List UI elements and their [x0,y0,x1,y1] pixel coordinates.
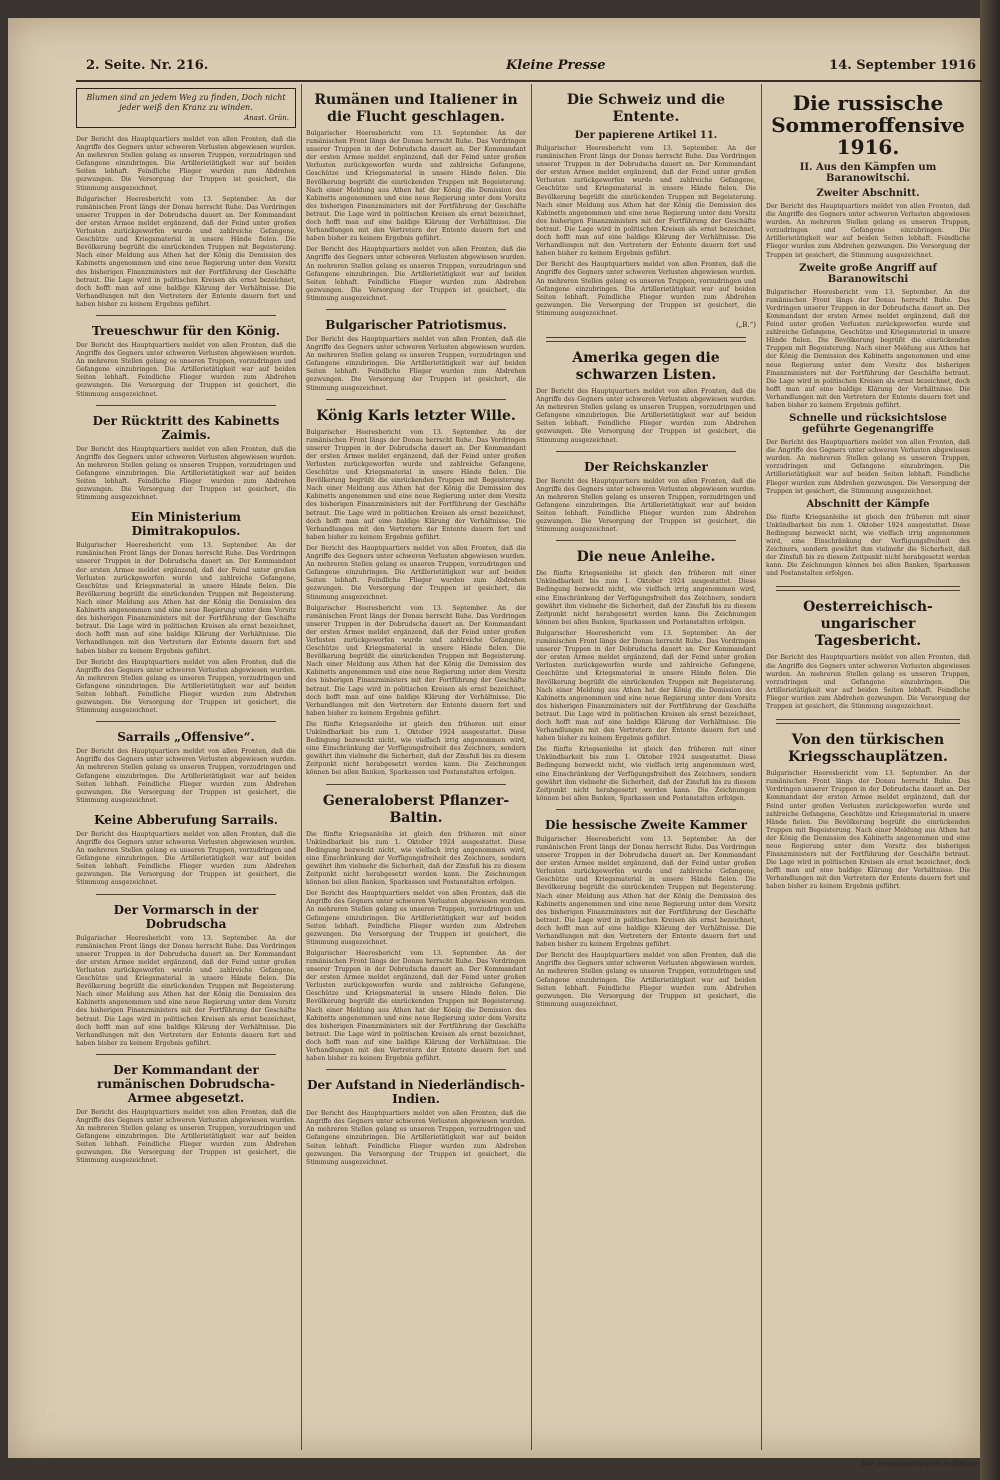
footer-stamp: Der verantwortliche Schriftleiter [860,1460,978,1468]
divider [96,1054,276,1055]
headline: Der Rücktritt des Kabinetts Zaimis. [92,413,280,442]
divider [326,399,506,400]
article-text: Bulgarischer Heeresbericht vom 13. September. An der rumänischen Front längs der Donau herrscht Ruhe. Das Vordringen unserer Truppen in der Dobrudscha dauert an. Der Kommandant der ersten Armee meldet ergänzend, daß der Feind unter großen Verlusten zurückgeworfen wurde und zahlreiche Gefangene, Geschütze und Kriegsmaterial in unsere Hände fielen. Die Bevölkerung begrüßt die einrückenden Truppen mit Begeisterung. Nach einer Meldung aus Athen hat der König die Demission des Kabinetts angenommen und eine neue Regierung unter dem Vorsitz des bisherigen Finanzministers mit der Fortführung der Geschäfte betraut. Die Lage wird in politischen Kreisen als ernst bezeichnet, doch hofft man auf eine baldige Klärung der Verhältnisse. Die Verhandlungen mit den Vertretern der Entente dauern fort und haben bisher zu keinem Ergebnis geführt. [306,604,526,717]
headline: Der Kommandant der rumänischen Dobrudscha-Armee abgesetzt. [97,1062,275,1105]
subheadline: Zweite große Angriff auf Baranowitschi [799,262,937,285]
divider [326,1069,506,1070]
article-text: Bulgarischer Heeresbericht vom 13. September. An der rumänischen Front längs der Donau herrscht Ruhe. Das Vordringen unserer Truppen in der Dobrudscha dauert an. Der Kommandant der ersten Armee meldet ergänzend, daß der Feind unter großen Verlusten zurückgeworfen wurde und zahlreiche Gefangene, Geschütze und Kriegsmaterial in unsere Hände fielen. Die Bevölkerung begrüßt die einrückenden Truppen mit Begeisterung. Nach einer Meldung aus Athen hat der König die Demission des Kabinetts angenommen und eine neue Regierung unter dem Vorsitz des bisherigen Finanzministers mit der Fortführung der Geschäfte betraut. Die Lage wird in politischen Kreisen als ernst bezeichnet, doch hofft man auf eine baldige Klärung der Verhältnisse. Die Verhandlungen mit den Vertretern der Entente dauern fort und haben bisher zu keinem Ergebnis geführt. [306,949,526,1063]
article-text: Der Bericht des Hauptquartiers meldet von allen Fronten, daß die Angriffe des Gegners unter schweren Verlusten abgewiesen wurden. An mehreren Stellen gelang es unseren Truppen, vorzudringen und Gefangene einzubringen. Die Artillerietätigkeit war auf beiden Seiten lebhaft. Feindliche Flieger wurden zum Abdrehen gezwungen. Die Versorgung der Truppen ist gesichert, die Stimmung ausgezeichnet. [76,658,296,715]
article-text: Der Bericht des Hauptquartiers meldet von allen Fronten, daß die Angriffe des Gegners unter schweren Verlusten abgewiesen wurden. An mehreren Stellen gelang es unseren Truppen, vorzudringen und Gefangene einzubringen. Die Artillerietätigkeit war auf beiden Seiten lebhaft. Feindliche Flieger wurden zum Abdrehen gezwungen. Die Versorgung der Truppen ist gesichert, die Stimmung ausgezeichnet. [306,335,526,392]
article-text: Der Bericht des Hauptquartiers meldet von allen Fronten, daß die Angriffe des Gegners unter schweren Verlusten abgewiesen wurden. An mehreren Stellen gelang es unseren Truppen, vorzudringen und Gefangene einzubringen. Die Artillerietätigkeit war auf beiden Seiten lebhaft. Feindliche Flieger wurden zum Abdrehen gezwungen. Die Versorgung der Truppen ist gesichert, die Stimmung ausgezeichnet. [536,387,756,444]
article-text: Die fünfte Kriegsanleihe ist gleich den früheren mit einer Unkündbarkeit bis zum 1. Oktober 1924 ausgestattet. Diese Bedingung bezweckt nicht, wie vielfach irrig angenommen wird, eine Einschränkung der Verfügungsfreiheit des Zeichners, sondern gewährt ihm vielmehr die Sicherheit, daß der Zinsfuß bis zu diesem Zeitpunkt nicht herabgesetzt werden kann. Die Zeichnungen können bei allen Banken, Sparkassen und Postanstalten erfolgen. [306,720,526,777]
headline: Der Reichskanzler [584,459,708,474]
paper-title: Kleine Presse [506,58,606,73]
headline: Generaloberst Pflanzer-Baltin. [322,792,510,826]
article-text: Der Bericht des Hauptquartiers meldet von allen Fronten, daß die Angriffe des Gegners unter schweren Verlusten abgewiesen wurden. An mehreren Stellen gelang es unseren Truppen, vorzudringen und Gefangene einzubringen. Die Artillerietätigkeit war auf beiden Seiten lebhaft. Feindliche Flieger wurden zum Abdrehen gezwungen. Die Versorgung der Truppen ist gesichert, die Stimmung ausgezeichnet. [76,1108,296,1165]
headline: Ein Ministerium Dimitrakopulos. [131,510,241,539]
subheadline: Zweiter Abschnitt. [816,188,920,199]
headline: Treueschwur für den König. [91,323,281,338]
headline: Oesterreichisch-ungarischer Tagesbericht. [803,599,933,650]
divider [776,719,960,724]
headline: Die neue Anleihe. [576,549,716,566]
subheadline: Schnelle und rücksichtslose geführte Gegenangriffe [789,413,947,436]
divider [326,784,506,785]
divider [546,337,746,342]
article-text: Bulgarischer Heeresbericht vom 13. September. An der rumänischen Front längs der Donau herrscht Ruhe. Das Vordringen unserer Truppen in der Dobrudscha dauert an. Der Kommandant der ersten Armee meldet ergänzend, daß der Feind unter großen Verlusten zurückgeworfen wurde und zahlreiche Gefangene, Geschütze und Kriegsmaterial in unsere Hände fielen. Die Bevölkerung begrüßt die einrückenden Truppen mit Begeisterung. Nach einer Meldung aus Athen hat der König die Demission des Kabinetts angenommen und eine neue Regierung unter dem Vorsitz des bisherigen Finanzministers mit der Fortführung der Geschäfte betraut. Die Lage wird in politischen Kreisen als ernst bezeichnet, doch hofft man auf eine baldige Klärung der Verhältnisse. Die Verhandlungen mit den Vertretern der Entente dauern fort und haben bisher zu keinem Ergebnis geführt. [536,835,756,949]
article-text: Die fünfte Kriegsanleihe ist gleich den früheren mit einer Unkündbarkeit bis zum 1. Oktober 1924 ausgestattet. Diese Bedingung bezweckt nicht, wie vielfach irrig angenommen wird, eine Einschränkung der Verfügungsfreiheit des Zeichners, sondern gewährt ihm vielmehr die Sicherheit, daß der Zinsfuß bis zu diesem Zeitpunkt nicht herabgesetzt werden kann. Die Zeichnungen können bei allen Banken, Sparkassen und Postanstalten erfolgen. [536,746,756,802]
column-3 [536,84,756,1450]
binding-shadow [980,0,1000,1480]
column-4 [766,84,970,1450]
divider [96,405,276,406]
article-text: Bulgarischer Heeresbericht vom 13. September. An der rumänischen Front längs der Donau herrscht Ruhe. Das Vordringen unserer Truppen in der Dobrudscha dauert an. Der Kommandant der ersten Armee meldet ergänzend, daß der Feind unter großen Verlusten zurückgeworfen wurde und zahlreiche Gefangene, Geschütze und Kriegsmaterial in unsere Hände fielen. Die Bevölkerung begrüßt die einrückenden Truppen mit Begeisterung. Nach einer Meldung aus Athen hat der König die Demission des Kabinetts angenommen und eine neue Regierung unter dem Vorsitz des bisherigen Finanzministers mit der Fortführung der Geschäfte betraut. Die Lage wird in politischen Kreisen als ernst bezeichnet, doch hofft man auf eine baldige Klärung der Verhältnisse. Die Verhandlungen mit den Vertretern der Entente dauern fort und haben bisher zu keinem Ergebnis geführt. [536,629,756,743]
column-rule [531,84,532,1450]
article-text: Die fünfte Kriegsanleihe ist gleich den früheren mit einer Unkündbarkeit bis zum 1. Oktober 1924 ausgestattet. Diese Bedingung bezweckt nicht, wie vielfach irrig angenommen wird, eine Einschränkung der Verfügungsfreiheit des Zeichners, sondern gewährt ihm vielmehr die Sicherheit, daß der Zinsfuß bis zu diesem Zeitpunkt nicht herabgesetzt werden kann. Die Zeichnungen können bei allen Banken, Sparkassen und Postanstalten erfolgen. [536,570,756,626]
article-text: Der Bericht des Hauptquartiers meldet von allen Fronten, daß die Angriffe des Gegners unter schweren Verlusten abgewiesen wurden. An mehreren Stellen gelang es unseren Truppen, vorzudringen und Gefangene einzubringen. Die Artillerietätigkeit war auf beiden Seiten lebhaft. Feindliche Flieger wurden zum Abdrehen gezwungen. Die Versorgung der Truppen ist gesichert, die Stimmung ausgezeichnet. [766,439,970,495]
article-text: Bulgarischer Heeresbericht vom 13. September. An der rumänischen Front längs der Donau herrscht Ruhe. Das Vordringen unserer Truppen in der Dobrudscha dauert an. Der Kommandant der ersten Armee meldet ergänzend, daß der Feind unter großen Verlusten zurückgeworfen wurde und zahlreiche Gefangene, Geschütze und Kriegsmaterial in unsere Hände fielen. Die Bevölkerung begrüßt die einrückenden Truppen mit Begeisterung. Nach einer Meldung aus Athen hat der König die Demission des Kabinetts angenommen und eine neue Regierung unter dem Vorsitz des bisherigen Finanzministers mit der Fortführung der Geschäfte betraut. Die Lage wird in politischen Kreisen als ernst bezeichnet, doch hofft man auf eine baldige Klärung der Verhältnisse. Die Verhandlungen mit den Vertretern der Entente dauern fort und haben bisher zu keinem Ergebnis geführt. [306,130,526,243]
divider [96,315,276,316]
article-text: Der Bericht des Hauptquartiers meldet von allen Fronten, daß die Angriffe des Gegners unter schweren Verlusten abgewiesen wurden. An mehreren Stellen gelang es unseren Truppen, vorzudringen und Gefangene einzubringen. Die Artillerietätigkeit war auf beiden Seiten lebhaft. Feindliche Flieger wurden zum Abdrehen gezwungen. Die Versorgung der Truppen ist gesichert, die Stimmung ausgezeichnet. [306,890,526,946]
motto-box [76,88,296,128]
motto-text: Blumen sind an jedem Weg zu finden, Doch nicht jeder weiß den Kranz zu winden. [86,93,286,112]
article-text: Bulgarischer Heeresbericht vom 13. September. An der rumänischen Front längs der Donau herrscht Ruhe. Das Vordringen unserer Truppen in der Dobrudscha dauert an. Der Kommandant der ersten Armee meldet ergänzend, daß der Feind unter großen Verlusten zurückgeworfen wurde und zahlreiche Gefangene, Geschütze und Kriegsmaterial in unsere Hände fielen. Die Bevölkerung begrüßt die einrückenden Truppen mit Begeisterung. Nach einer Meldung aus Athen hat der König die Demission des Kabinetts angenommen und eine neue Regierung unter dem Vorsitz des bisherigen Finanzministers mit der Fortführung der Geschäfte betraut. Die Lage wird in politischen Kreisen als ernst bezeichnet, doch hofft man auf eine baldige Klärung der Verhältnisse. Die Verhandlungen mit den Vertretern der Entente dauern fort und haben bisher zu keinem Ergebnis geführt. [766,288,970,409]
subheadline: Der papierene Artikel 11. [574,130,718,141]
subheadline: Abschnitt der Kämpfe [806,498,930,510]
article-text: Bulgarischer Heeresbericht vom 13. September. An der rumänischen Front längs der Donau herrscht Ruhe. Das Vordringen unserer Truppen in der Dobrudscha dauert an. Der Kommandant der ersten Armee meldet ergänzend, daß der Feind unter großen Verlusten zurückgeworfen wurde und zahlreiche Gefangene, Geschütze und Kriegsmaterial in unsere Hände fielen. Die Bevölkerung begrüßt die einrückenden Truppen mit Begeisterung. Nach einer Meldung aus Athen hat der König die Demission des Kabinetts angenommen und eine neue Regierung unter dem Vorsitz des bisherigen Finanzministers mit der Fortführung der Geschäfte betraut. Die Lage wird in politischen Kreisen als ernst bezeichnet, doch hofft man auf eine baldige Klärung der Verhältnisse. Die Verhandlungen mit den Vertretern der Entente dauern fort und haben bisher zu keinem Ergebnis geführt. [306,428,526,541]
article-text: Bulgarischer Heeresbericht vom 13. September. An der rumänischen Front längs der Donau herrscht Ruhe. Das Vordringen unserer Truppen in der Dobrudscha dauert an. Der Kommandant der ersten Armee meldet ergänzend, daß der Feind unter großen Verlusten zurückgeworfen wurde und zahlreiche Gefangene, Geschütze und Kriegsmaterial in unsere Hände fielen. Die Bevölkerung begrüßt die einrückenden Truppen mit Begeisterung. Nach einer Meldung aus Athen hat der König die Demission des Kabinetts angenommen und eine neue Regierung unter dem Vorsitz des bisherigen Finanzministers mit der Fortführung der Geschäfte betraut. Die Lage wird in politischen Kreisen als ernst bezeichnet, doch hofft man auf eine baldige Klärung der Verhältnisse. Die Verhandlungen mit den Vertretern der Entente dauern fort und haben bisher zu keinem Ergebnis geführt. [536,145,756,258]
headline: Von den türkischen Kriegsschauplätzen. [788,732,948,766]
article-text: Der Bericht des Hauptquartiers meldet von allen Fronten, daß die Angriffe des Gegners unter schweren Verlusten abgewiesen wurden. An mehreren Stellen gelang es unseren Truppen, vorzudringen und Gefangene einzubringen. Die Artillerietätigkeit war auf beiden Seiten lebhaft. Feindliche Flieger wurden zum Abdrehen gezwungen. Die Versorgung der Truppen ist gesichert, die Stimmung ausgezeichnet. [76,445,296,502]
column-1 [76,84,296,1450]
headline: Sarrails „Offensive“. [117,730,255,745]
divider [556,451,736,452]
article-text: Der Bericht des Hauptquartiers meldet von allen Fronten, daß die Angriffe des Gegners unter schweren Verlusten abgewiesen wurden. An mehreren Stellen gelang es unseren Truppen, vorzudringen und Gefangene einzubringen. Die Artillerietätigkeit war auf beiden Seiten lebhaft. Feindliche Flieger wurden zum Abdrehen gezwungen. Die Versorgung der Truppen ist gesichert, die Stimmung ausgezeichnet. [76,341,296,398]
article-text: Der Bericht des Hauptquartiers meldet von allen Fronten, daß die Angriffe des Gegners unter schweren Verlusten abgewiesen wurden. An mehreren Stellen gelang es unseren Truppen, vorzudringen und Gefangene einzubringen. Die Artillerietätigkeit war auf beiden Seiten lebhaft. Feindliche Flieger wurden zum Abdrehen gezwungen. Die Versorgung der Truppen ist gesichert, die Stimmung ausgezeichnet. [306,1110,526,1166]
article-text: Der Bericht des Hauptquartiers meldet von allen Fronten, daß die Angriffe des Gegners unter schweren Verlusten abgewiesen wurden. An mehreren Stellen gelang es unseren Truppen, vorzudringen und Gefangene einzubringen. Die Artillerietätigkeit war auf beiden Seiten lebhaft. Feindliche Flieger wurden zum Abdrehen gezwungen. Die Versorgung der Truppen ist gesichert, die Stimmung ausgezeichnet. [536,261,756,317]
subheadline: II. Aus den Kämpfen um Baranowitschi. [799,162,937,184]
motto-author: Anast. Grün. [244,114,289,122]
column-rule [761,84,762,1450]
article-text: Bulgarischer Heeresbericht vom 13. September. An der rumänischen Front längs der Donau herrscht Ruhe. Das Vordringen unserer Truppen in der Dobrudscha dauert an. Der Kommandant der ersten Armee meldet ergänzend, daß der Feind unter großen Verlusten zurückgeworfen wurde und zahlreiche Gefangene, Geschütze und Kriegsmaterial in unsere Hände fielen. Die Bevölkerung begrüßt die einrückenden Truppen mit Begeisterung. Nach einer Meldung aus Athen hat der König die Demission des Kabinetts angenommen und eine neue Regierung unter dem Vorsitz des bisherigen Finanzministers mit der Fortführung der Geschäfte betraut. Die Lage wird in politischen Kreisen als ernst bezeichnet, doch hofft man auf eine baldige Klärung der Verhältnisse. Die Verhandlungen mit den Vertretern der Entente dauern fort und haben bisher zu keinem Ergebnis geführt. [76,934,296,1047]
headline: Amerika gegen die schwarzen Listen. [572,349,720,383]
article-text: Die fünfte Kriegsanleihe ist gleich den früheren mit einer Unkündbarkeit bis zum 1. Oktober 1924 ausgestattet. Diese Bedingung bezweckt nicht, wie vielfach irrig angenommen wird, eine Einschränkung der Verfügungsfreiheit des Zeichners, sondern gewährt ihm vielmehr die Sicherheit, daß der Zinsfuß bis zu diesem Zeitpunkt nicht herabgesetzt werden kann. Die Zeichnungen können bei allen Banken, Sparkassen und Postanstalten erfolgen. [766,513,970,578]
divider [556,540,736,541]
masthead [76,54,982,82]
article-text: Der Bericht des Hauptquartiers meldet von allen Fronten, daß die Angriffe des Gegners unter schweren Verlusten abgewiesen wurden. An mehreren Stellen gelang es unseren Truppen, vorzudringen und Gefangene einzubringen. Die Artillerietätigkeit war auf beiden Seiten lebhaft. Feindliche Flieger wurden zum Abdrehen gezwungen. Die Versorgung der Truppen ist gesichert, die Stimmung ausgezeichnet. [536,952,756,1008]
headline: Bulgarischer Patriotismus. [325,317,507,332]
article-text: Der Bericht des Hauptquartiers meldet von allen Fronten, daß die Angriffe des Gegners unter schweren Verlusten abgewiesen wurden. An mehreren Stellen gelang es unseren Truppen, vorzudringen und Gefangene einzubringen. Die Artillerietätigkeit war auf beiden Seiten lebhaft. Feindliche Flieger wurden zum Abdrehen gezwungen. Die Versorgung der Truppen ist gesichert, die Stimmung ausgezeichnet. [766,654,970,711]
headline: Der Aufstand in Niederländisch-Indien. [307,1078,525,1107]
headline: Der Vormarsch in der Dobrudscha [113,902,259,931]
headline: Rumänen und Italiener in die Flucht geschlagen. [314,92,518,125]
headline: Die russische Sommeroffensive 1916. [771,91,965,159]
divider [326,309,506,310]
article-text: Der Bericht des Hauptquartiers meldet von allen Fronten, daß die Angriffe des Gegners unter schweren Verlusten abgewiesen wurden. An mehreren Stellen gelang es unseren Truppen, vorzudringen und Gefangene einzubringen. Die Artillerietätigkeit war auf beiden Seiten lebhaft. Feindliche Flieger wurden zum Abdrehen gezwungen. Die Versorgung der Truppen ist gesichert, die Stimmung ausgezeichnet. [76,136,296,192]
article-text: Der Bericht des Hauptquartiers meldet von allen Fronten, daß die Angriffe des Gegners unter schweren Verlusten abgewiesen wurden. An mehreren Stellen gelang es unseren Truppen, vorzudringen und Gefangene einzubringen. Die Artillerietätigkeit war auf beiden Seiten lebhaft. Feindliche Flieger wurden zum Abdrehen gezwungen. Die Versorgung der Truppen ist gesichert, die Stimmung ausgezeichnet. [536,477,756,534]
article-text: Der Bericht des Hauptquartiers meldet von allen Fronten, daß die Angriffe des Gegners unter schweren Verlusten abgewiesen wurden. An mehreren Stellen gelang es unseren Truppen, vorzudringen und Gefangene einzubringen. Die Artillerietätigkeit war auf beiden Seiten lebhaft. Feindliche Flieger wurden zum Abdrehen gezwungen. Die Versorgung der Truppen ist gesichert, die Stimmung ausgezeichnet. [76,830,296,887]
headline: Keine Abberufung Sarrails. [94,812,278,827]
article-text: Bulgarischer Heeresbericht vom 13. September. An der rumänischen Front längs der Donau herrscht Ruhe. Das Vordringen unserer Truppen in der Dobrudscha dauert an. Der Kommandant der ersten Armee meldet ergänzend, daß der Feind unter großen Verlusten zurückgeworfen wurde und zahlreiche Gefangene, Geschütze und Kriegsmaterial in unsere Hände fielen. Die Bevölkerung begrüßt die einrückenden Truppen mit Begeisterung. Nach einer Meldung aus Athen hat der König die Demission des Kabinetts angenommen und eine neue Regierung unter dem Vorsitz des bisherigen Finanzministers mit der Fortführung der Geschäfte betraut. Die Lage wird in politischen Kreisen als ernst bezeichnet, doch hofft man auf eine baldige Klärung der Verhältnisse. Die Verhandlungen mit den Vertretern der Entente dauern fort und haben bisher zu keinem Ergebnis geführt. [766,770,970,891]
page-number: 2. Seite. Nr. 216. [86,58,209,73]
column-2 [306,84,526,1450]
article-text: Der Bericht des Hauptquartiers meldet von allen Fronten, daß die Angriffe des Gegners unter schweren Verlusten abgewiesen wurden. An mehreren Stellen gelang es unseren Truppen, vorzudringen und Gefangene einzubringen. Die Artillerietätigkeit war auf beiden Seiten lebhaft. Feindliche Flieger wurden zum Abdrehen gezwungen. Die Versorgung der Truppen ist gesichert, die Stimmung ausgezeichnet. [766,203,970,259]
article-text: Die fünfte Kriegsanleihe ist gleich den früheren mit einer Unkündbarkeit bis zum 1. Oktober 1924 ausgestattet. Diese Bedingung bezweckt nicht, wie vielfach irrig angenommen wird, eine Einschränkung der Verfügungsfreiheit des Zeichners, sondern gewährt ihm vielmehr die Sicherheit, daß der Zinsfuß bis zu diesem Zeitpunkt nicht herabgesetzt werden kann. Die Zeichnungen können bei allen Banken, Sparkassen und Postanstalten erfolgen. [306,830,526,887]
divider [96,721,276,722]
article-text: Der Bericht des Hauptquartiers meldet von allen Fronten, daß die Angriffe des Gegners unter schweren Verlusten abgewiesen wurden. An mehreren Stellen gelang es unseren Truppen, vorzudringen und Gefangene einzubringen. Die Artillerietätigkeit war auf beiden Seiten lebhaft. Feindliche Flieger wurden zum Abdrehen gezwungen. Die Versorgung der Truppen ist gesichert, die Stimmung ausgezeichnet. [306,544,526,601]
article-text: Der Bericht des Hauptquartiers meldet von allen Fronten, daß die Angriffe des Gegners unter schweren Verlusten abgewiesen wurden. An mehreren Stellen gelang es unseren Truppen, vorzudringen und Gefangene einzubringen. Die Artillerietätigkeit war auf beiden Seiten lebhaft. Feindliche Flieger wurden zum Abdrehen gezwungen. Die Versorgung der Truppen ist gesichert, die Stimmung ausgezeichnet. [306,246,526,302]
divider [776,586,960,591]
issue-date: 14. September 1916 [829,58,976,73]
article-source: („B.“) [735,320,756,329]
headline: König Karls letzter Wille. [316,407,516,424]
article-text: Bulgarischer Heeresbericht vom 13. September. An der rumänischen Front längs der Donau herrscht Ruhe. Das Vordringen unserer Truppen in der Dobrudscha dauert an. Der Kommandant der ersten Armee meldet ergänzend, daß der Feind unter großen Verlusten zurückgeworfen wurde und zahlreiche Gefangene, Geschütze und Kriegsmaterial in unsere Hände fielen. Die Bevölkerung begrüßt die einrückenden Truppen mit Begeisterung. Nach einer Meldung aus Athen hat der König die Demission des Kabinetts angenommen und eine neue Regierung unter dem Vorsitz des bisherigen Finanzministers mit der Fortführung der Geschäfte betraut. Die Lage wird in politischen Kreisen als ernst bezeichnet, doch hofft man auf eine baldige Klärung der Verhältnisse. Die Verhandlungen mit den Vertretern der Entente dauern fort und haben bisher zu keinem Ergebnis geführt. [76,542,296,655]
article-text: Bulgarischer Heeresbericht vom 13. September. An der rumänischen Front längs der Donau herrscht Ruhe. Das Vordringen unserer Truppen in der Dobrudscha dauert an. Der Kommandant der ersten Armee meldet ergänzend, daß der Feind unter großen Verlusten zurückgeworfen wurde und zahlreiche Gefangene, Geschütze und Kriegsmaterial in unsere Hände fielen. Die Bevölkerung begrüßt die einrückenden Truppen mit Begeisterung. Nach einer Meldung aus Athen hat der König die Demission des Kabinetts angenommen und eine neue Regierung unter dem Vorsitz des bisherigen Finanzministers mit der Fortführung der Geschäfte betraut. Die Lage wird in politischen Kreisen als ernst bezeichnet, doch hofft man auf eine baldige Klärung der Verhältnisse. Die Verhandlungen mit den Vertretern der Entente dauern fort und haben bisher zu keinem Ergebnis geführt. [76,195,296,308]
headline: Die Schweiz und die Entente. [566,92,726,125]
divider [556,809,736,810]
divider [96,894,276,895]
column-rule [301,84,302,1450]
article-text: Der Bericht des Hauptquartiers meldet von allen Fronten, daß die Angriffe des Gegners unter schweren Verlusten abgewiesen wurden. An mehreren Stellen gelang es unseren Truppen, vorzudringen und Gefangene einzubringen. Die Artillerietätigkeit war auf beiden Seiten lebhaft. Feindliche Flieger wurden zum Abdrehen gezwungen. Die Versorgung der Truppen ist gesichert, die Stimmung ausgezeichnet. [76,748,296,804]
headline: Die hessische Zweite Kammer [544,817,747,832]
